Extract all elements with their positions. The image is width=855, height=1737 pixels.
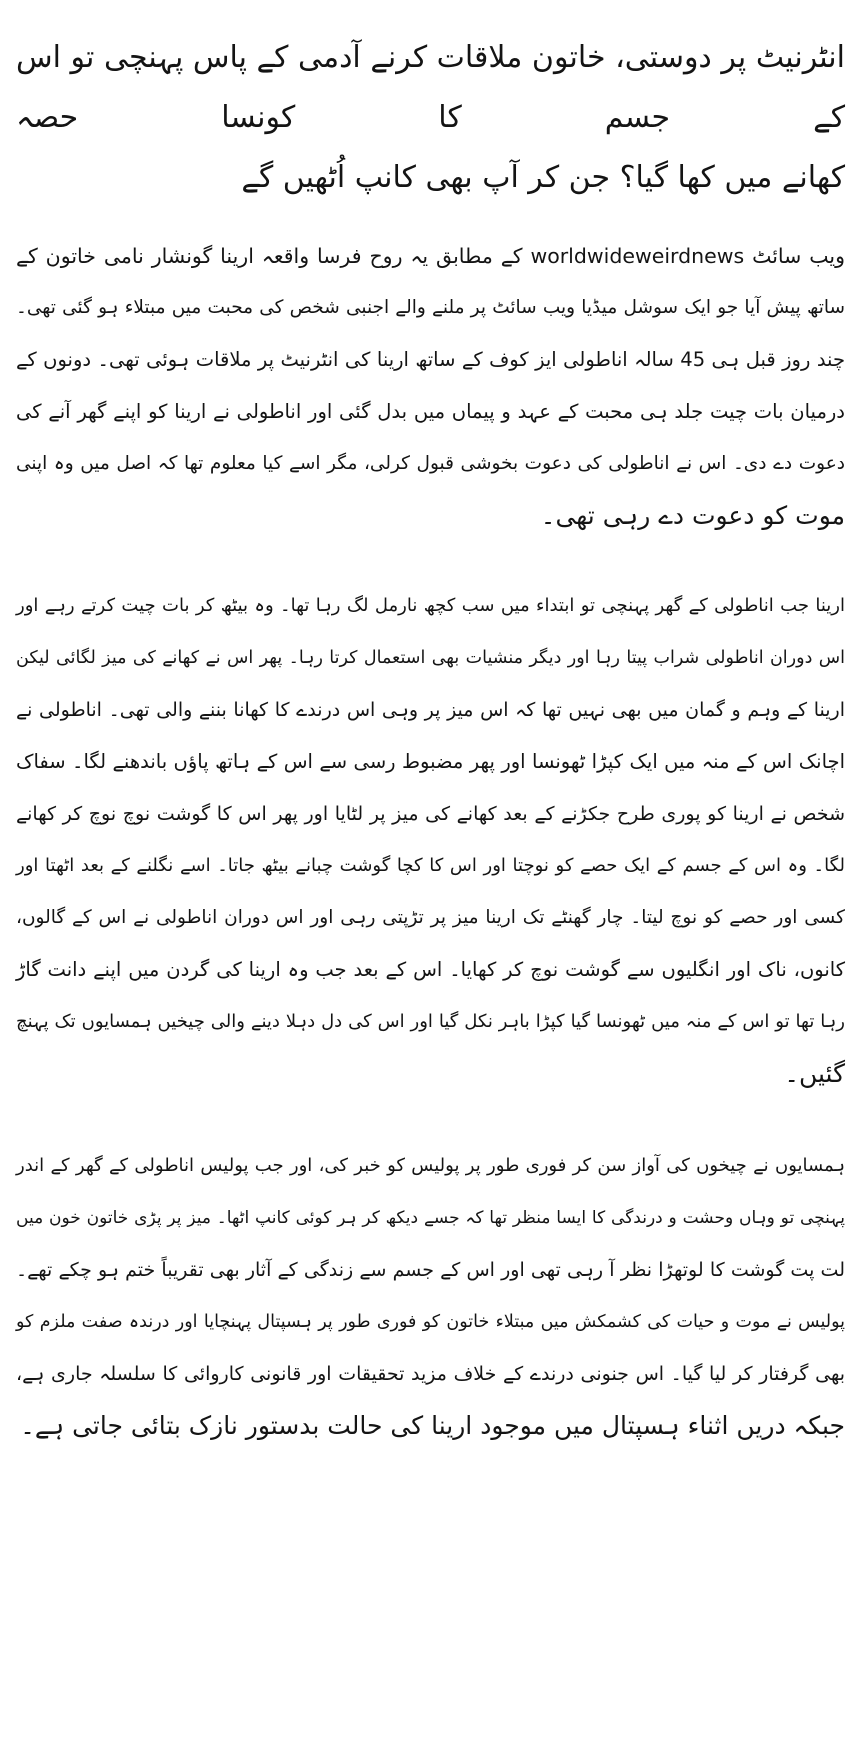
headline-line: کھانے میں کھا گیا؟ جن کر آپ بھی کانپ اُٹھیں گے	[241, 160, 845, 195]
paragraph-line: جبکہ دریں اثناء ہسپتال میں موجود ارینا کی حالت بدستور نازک بتائی جاتی ہے۔	[20, 1411, 845, 1440]
paragraph-line: پولیس نے موت و حیات کی کشمکش میں مبتلاء خاتون کو فوری طور پر ہسپتال پہنچایا اور درندہ صفت ملزم کو	[16, 1312, 845, 1332]
paragraph-line: شخص نے ارینا کو پوری طرح جکڑنے کے بعد کھانے کی میز پر لٹایا اور پھر اس کا گوشت نوچ نوچ کر کھانے	[16, 803, 845, 825]
paragraph-line: ارینا کے وہم و گمان میں بھی نہیں تھا کہ اس میز پر وہی اس درندے کا کھانا بننے والی تھی۔ اناطولی نے	[16, 699, 845, 721]
paragraph-line: ارینا جب اناطولی کے گھر پہنچی تو ابتداء میں سب کچھ نارمل لگ رہا تھا۔ وہ بیٹھ کر بات چیت کرتے رہے اور	[16, 595, 845, 616]
article-headline	[16, 28, 845, 208]
paragraph-line: اس دوران اناطولی شراب پیتا رہا اور دیگر منشیات بھی استعمال کرتا رہا۔ پھر اس نے کھانے کی میز لگائی لیکن	[16, 648, 845, 668]
paragraph-line: لگا۔ وہ اس کے جسم کے ایک حصے کو نوچتا اور اس کا کچا گوشت چبانے بیٹھ جاتا۔ اسے نگلنے کے بعد اٹھتا اور	[16, 855, 845, 876]
headline-line: انٹرنیٹ پر دوستی، خاتون ملاقات کرنے آدمی کے پاس پہنچی تو اس کے جسم کا کونسا حصہ	[16, 40, 845, 135]
paragraph-line: دعوت دے دی۔ اس نے اناطولی کی دعوت بخوشی قبول کرلی، مگر اسے کیا معلوم تھا کہ اصل میں وہ اپنی	[16, 453, 845, 474]
paragraph-line: درمیان بات چیت جلد ہی محبت کے عہد و پیماں میں بدل گئی اور اناطولی نے ارینا کو اپنے گھر آنے کی	[16, 400, 845, 423]
paragraph-line: کانوں، ناک اور انگلیوں سے گوشت نوچ کر کھایا۔ اس کے بعد جب وہ ارینا کی گردن میں اپنے دانت گاڑ	[16, 958, 845, 981]
paragraph-line: گئیں۔	[784, 1059, 845, 1088]
paragraph-line: ساتھ پیش آیا جو ایک سوشل میڈیا ویب سائٹ پر ملنے والے اجنبی شخص کی محبت میں مبتلاء ہو گئی تھی۔	[16, 297, 845, 318]
paragraph-line: چند روز قبل ہی 45 سالہ اناطولی ایز کوف کے ساتھ ارینا کی انٹرنیٹ پر ملاقات ہوئی تھی۔ دونوں کے	[16, 348, 845, 371]
paragraph-line: ہمسایوں نے چیخوں کی آواز سن کر فوری طور پر پولیس کو خبر کی، اور جب پولیس اناطولی کے گھر کے اندر	[16, 1155, 845, 1176]
paragraph-line: لت پت گوشت کا لوتھڑا نظر آ رہی تھی اور اس کے جسم سے زندگی کے آثار بھی تقریباً ختم ہو چکے تھے۔	[16, 1259, 845, 1281]
paragraph-line: ویب سائٹ worldwideweirdnews کے مطابق یہ روح فرسا واقعہ ارینا گونشار نامی خاتون کے	[16, 244, 845, 268]
paragraph-2	[16, 580, 845, 1100]
paragraph-line: اچانک اس کے منہ میں ایک کپڑا ٹھونسا اور پھر مضبوط رسی سے اس کے ہاتھ پاؤں باندھنے لگا۔ سفاک	[16, 750, 845, 773]
paragraph-line: کسی اور حصے کو نوچ لیتا۔ چار گھنٹے تک ارینا میز پر تڑپتی رہی اور اس دوران اناطولی نے اس کے گالوں،	[16, 907, 845, 928]
paragraph-3	[16, 1140, 845, 1452]
paragraph-line: بھی گرفتار کر لیا گیا۔ اس جنونی درندے کے خلاف مزید تحقیقات اور قانونی کاروائی کا سلسلہ جاری ہے،	[16, 1363, 845, 1385]
paragraph-1	[16, 230, 845, 542]
paragraph-line: موت کو دعوت دے رہی تھی۔	[540, 501, 845, 530]
paragraph-line: پہنچی تو وہاں وحشت و درندگی کا ایسا منظر تھا کہ جسے دیکھ کر ہر کوئی کانپ اٹھا۔ میز پر پڑی خاتون خون میں	[16, 1208, 845, 1228]
paragraph-line: رہا تھا تو اس کے منہ میں ٹھونسا گیا کپڑا باہر نکل گیا اور اس کی دل دہلا دینے والی چیخیں ہمسایوں تک پہنچ	[16, 1011, 845, 1032]
